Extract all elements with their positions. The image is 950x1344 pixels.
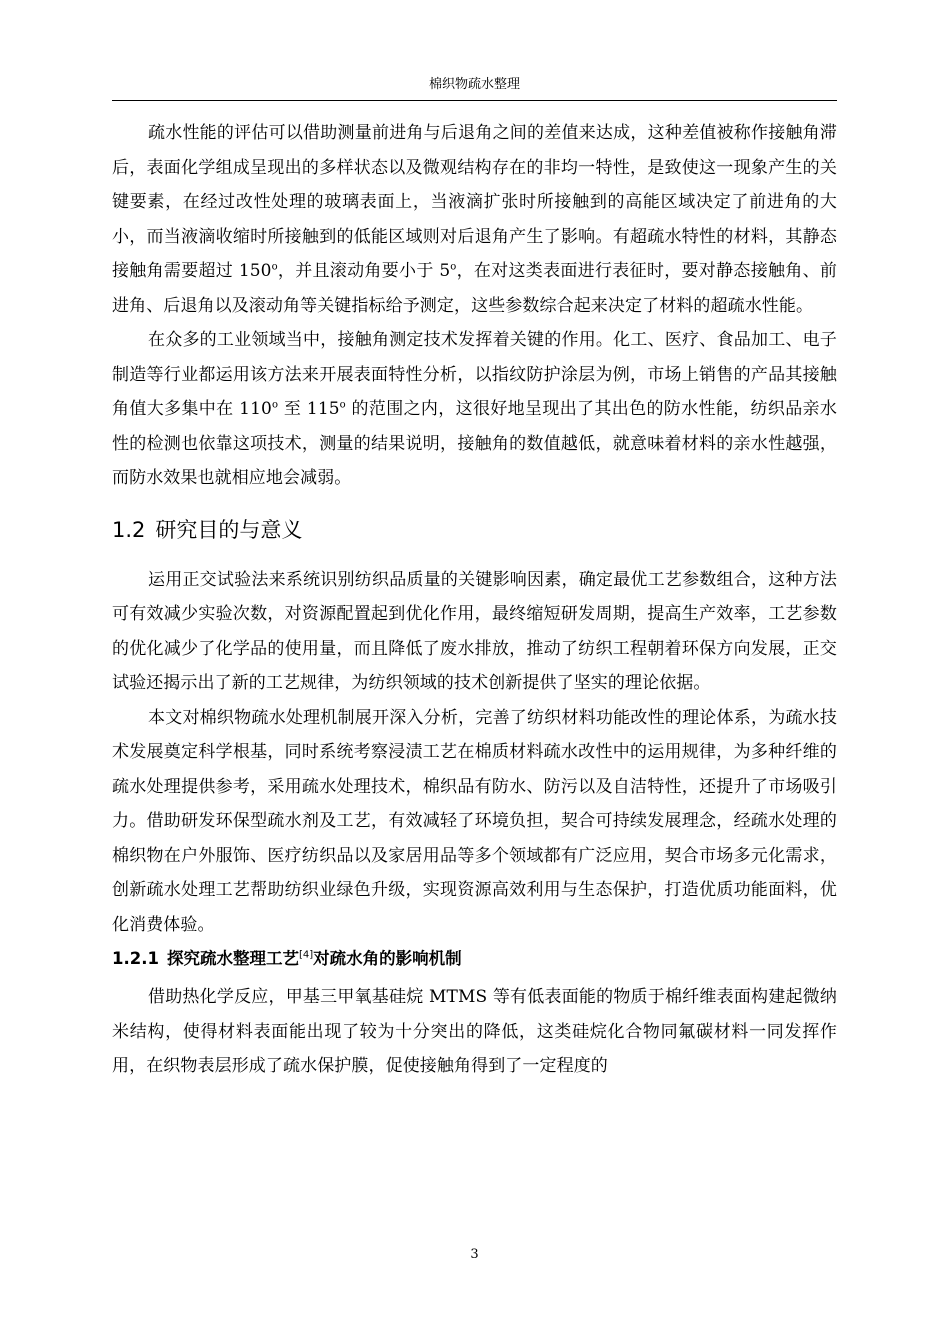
paragraph-text: ，并且滚动角要小于 5 [277,261,451,281]
section-title: 研究目的与意义 [155,517,303,542]
page-number: 3 [470,1247,479,1262]
paragraph-text: 的范围之内，这很好地呈现出了其出色的防水性能，纺织品亲水性的检测也依靠这项技术，测量的结果说明，接触角的数值越低，就意味着材料的亲水性越强，而防水效果也就相应地会减弱。 [112,399,838,488]
degree-mark: o [450,261,457,273]
subsection-heading [112,944,837,974]
paragraph-hysteresis [112,116,837,323]
page-body [112,116,837,1084]
paragraph-text: 疏水性能的评估可以借助测量前进角与后退角之间的差值来达成，这种差值被称作接触角滞后，表面化学组成呈现出的多样状态以及微观结构存在的非均一特性，是致使这一现象产生的关键要素，在经过改性处理的玻璃表面上，当液滴扩张时所接触到的高能区域决定了前进角的大小，而当液滴收缩时所接触到的低能区域则对后退角产生了影响。有超疏水特性的材料，其静态接触角需要超过 150 [112,123,837,281]
paragraph-text: 至 115 [278,399,340,419]
paragraph-orthogonal: 运用正交试验法来系统识别纺织品质量的关键影响因素，确定最优工艺参数组合，这种方法可有效减少实验次数，对资源配置起到优化作用，最终缩短研发周期，提高生产效率，工艺参数的优化减少了化学品的使用量，而且降低了废水排放，推动了纺织工程朝着环保方向发展，正交试验还揭示出了新的工艺规律，为纺织领域的技术创新提供了坚实的理论依据。 [112,569,837,693]
subsection-title-end: 对疏水角的影响机制 [313,949,462,968]
section-heading [112,515,837,545]
paragraph-significance: 本文对棉织物疏水处理机制展开深入分析，完善了纺织材料功能改性的理论体系，为疏水技术发展奠定科学根基，同时系统考察浸渍工艺在棉质材料疏水改性中的运用规律，为多种纤维的疏水处理提供参考，采用疏水处理技术，棉织品有防水、防污以及自洁特性，还提升了市场吸引力。借助研发环保型疏水剂及工艺，有效减轻了环境负担，契合可持续发展理念，经疏水处理的棉织物在户外服饰、医疗纺织品以及家居用品等多个领域都有广泛应用，契合市场多元化需求，创新疏水处理工艺帮助纺织业绿色升级，实现资源高效利用与生态保护，打造优质功能面料，优化消费体验。 [112,707,837,935]
subsection-number: 1.2.1 [112,949,159,968]
paragraph-mechanism: 借助热化学反应，甲基三甲氧基硅烷 MTMS 等有低表面能的物质于棉纤维表面构建起微纳米结构，使得材料表面能出现了较为十分突出的降低，这类硅烷化合物同氟碳材料一同发挥作用，在织物表层形成了疏水保护膜，促使接触角得到了一定程度的 [112,987,837,1076]
citation-ref[interactable]: [4] [298,949,314,961]
paragraph-text: 在众多的工业领域当中，接触角测定技术发挥着关键的作用。化工、医疗、食品加工、电子制造等行业都运用该方法来开展表面特性分析，以指纹防护涂层为例，市场上销售的产品其接触角值大多集中在 110 [112,330,837,419]
degree-mark: o [271,261,278,273]
header-rule [112,100,837,101]
section-number: 1.2 [112,517,146,542]
paragraph-text: ，在对这类表面进行表征时，要对静态接触角、前进角、后退角以及滚动角等关键指标给予测定，这些参数综合起来决定了材料的超疏水性能。 [112,261,838,316]
running-header: 棉织物疏水整理 [428,77,520,92]
degree-mark: o [271,399,279,411]
paragraph-applications [112,323,837,496]
subsection-title-start: 探究疏水整理工艺 [166,949,299,968]
degree-mark: o [339,399,346,411]
